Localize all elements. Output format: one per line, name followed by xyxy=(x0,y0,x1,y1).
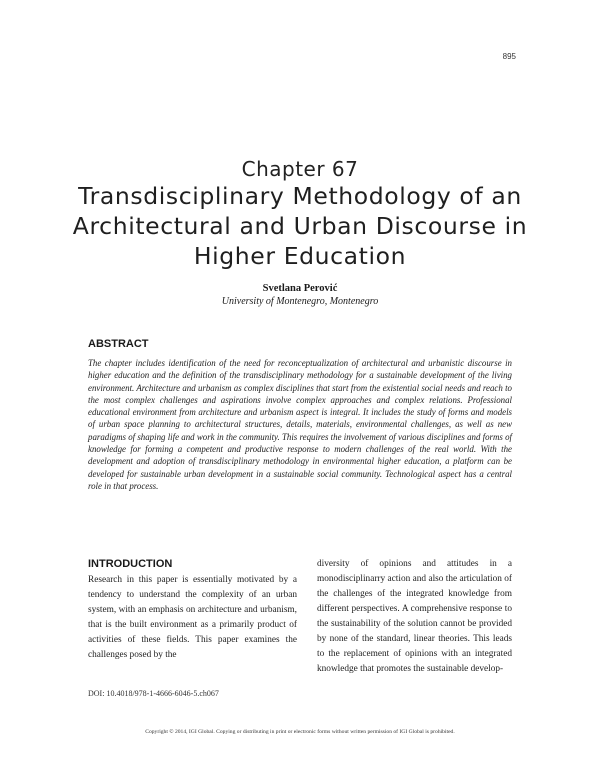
introduction-left-column: Research in this paper is essentially motivated by a tendency to understand the complexity of an urban system, with an emphasis on architecture and urbanism, that is the built environment as a primarily product of activities of these fields. This paper examines the challenges posed by the xyxy=(88,575,297,660)
introduction-right-column: diversity of opinions and attitudes in a monodisciplinarry action and also the articulation of the challenges of the integrated knowledge from different perspectives. A comprehensive response to the sustainability of the solution cannot be provided by none of the standard, linear theories. This leads to the replacement of opinions with an integrated knowledge that promotes the sustainable develop- xyxy=(317,559,512,674)
copyright-notice: Copyright © 2014, IGI Global. Copying or distributing in print or electronic forms without written permission of IGI Global is prohibited. xyxy=(145,729,455,735)
chapter-title: Transdisciplinary Methodology of an Architectural and Urban Discourse in Higher Education xyxy=(72,182,528,270)
page-number: 895 xyxy=(502,52,516,61)
doi: DOI: 10.4018/978-1-4666-6046-5.ch067 xyxy=(88,689,219,698)
introduction-heading: INTRODUCTION xyxy=(88,558,173,570)
author-name: Svetlana Perović xyxy=(262,283,338,294)
abstract-body: The chapter includes identification of the need for reconceptualization of architectural and urbanistic discourse in higher education and the definition of the transdisciplinary methodology for a sustainable development of the living environment. Architecture and urbanism as complex disciplines that start from the existential social needs and reach to the most complex challenges and aspirations involve complex approaches and complex relations. Professional educational environment from architecture and urbanism aspect is integral. It includes the study of forms and models of urban space planning to architectural structures, details, materials, environmental challenges, as well as new paradigms of shaping life and work in the community. This requires the involvement of various disciplines and forms of knowledge for forming a competent and productive response to modern challenges of the real world. With the development and adoption of transdisciplinary methodology in environmental higher education, a platform can be developed for sustainable urban development in a sustainable social community. Technological aspect has a central role in that process. xyxy=(88,358,512,491)
abstract-heading: ABSTRACT xyxy=(88,338,149,350)
chapter-label: Chapter 67 xyxy=(241,157,359,181)
author-affiliation: University of Montenegro, Montenegro xyxy=(221,296,379,307)
